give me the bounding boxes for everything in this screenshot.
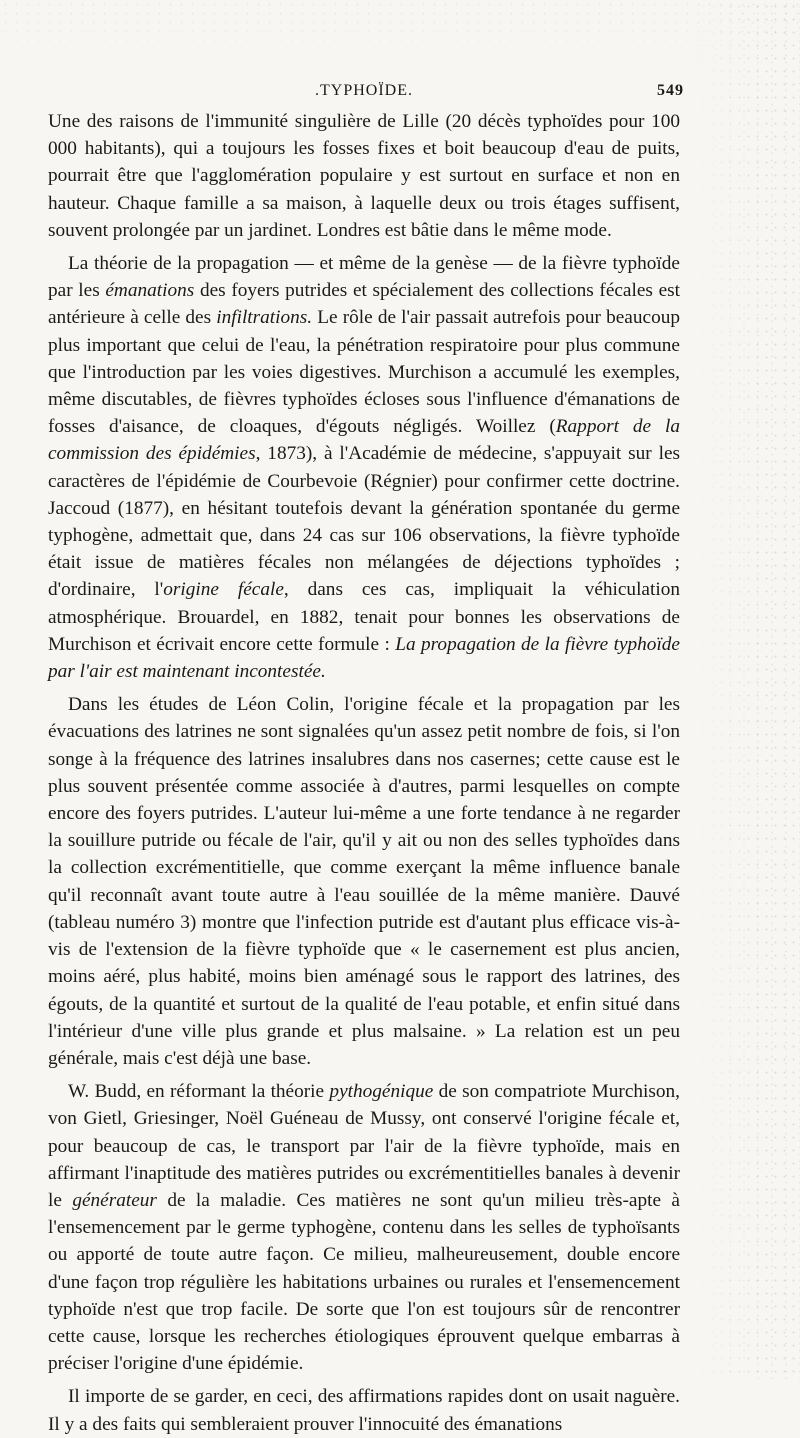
text-run: Il importe de se garder, en ceci, des affirmations rapides dont on usait naguère. Il y a des faits qui sembleraient prouver l'innocuité des émanations: [48, 1386, 680, 1435]
paragraph-lille: [48, 108, 680, 244]
italic-text-run: infiltrations.: [216, 307, 313, 329]
text-run: des foyers putrides et spécialement des collections fécales est antérieure à celle des: [48, 280, 680, 329]
book-page: [48, 78, 684, 1438]
paragraph-leon-colin: [48, 691, 680, 1072]
running-title: .TYPHOÏDE.: [315, 82, 413, 99]
italic-text-run: Rapport de la commission des épidémies: [48, 416, 680, 465]
body-text: [48, 108, 680, 1438]
scan-noise-top: [0, 0, 800, 70]
scan-noise-right: [690, 0, 800, 1379]
italic-text-run: générateur: [72, 1189, 157, 1211]
paragraph-w-budd: [48, 1078, 680, 1377]
page-number: 549: [657, 82, 684, 99]
italic-text-run: émanations: [105, 280, 195, 302]
text-run: Une des raisons de l'immunité singulière de Lille (20 décès typhoïdes pour 100 000 habitants), qui a toujours les fosses fixes et boit beaucoup d'eau de puits, pourrait être que l'agglomération populaire y est surtout en surface et non en hauteur. Chaque famille a sa maison, à laquelle deux ou trois étages suffisent, souvent prolongée par un jardinet. Londres est bâtie dans le même mode.: [48, 111, 680, 241]
text-run: , dans ces cas, impliquait la véhiculation atmosphérique. Brouardel, en 1882, tenait pour bonnes les observations de Murchison et écrivait encore cette formule :: [48, 579, 680, 655]
italic-text-run: origine fécale: [163, 579, 284, 601]
text-run: de son compatriote Murchison, von Gietl, Griesinger, Noël Guéneau de Mussy, ont conservé l'origine fécale et, pour beaucoup de cas, le transport par l'air de la fièvre typhoïde, mais en affirmant l'inaptitude des matières putrides ou excrémentitielles banales à devenir le: [48, 1081, 680, 1211]
paragraph-theorie-propagation: [48, 250, 680, 685]
italic-text-run: pythogénique: [329, 1081, 434, 1103]
text-run: Dans les études de Léon Colin, l'origine fécale et la propagation par les évacuations des latrines ne sont signalées qu'un assez petit nombre de fois, si l'on songe à la fréquence des latrines insalubres dans nos casernes; cette cause est le plus souvent présentée comme associée à d'autres, parmi lesquelles on compte encore des foyers putrides. L'auteur lui-même a une forte tendance à ne regarder la souillure putride ou fécale de l'air, qu'il y ait ou non des selles typhoïdes dans la collection excrémentitielle, que comme exerçant la même influence banale qu'il reconnaît avant toute autre à l'eau souillée de la même manière. Dauvé (tableau numéro 3) montre que l'infection putride est d'autant plus efficace vis-à-vis de l'extension de la fièvre typhoïde que « le casernement est plus ancien, moins aéré, plus habité, moins bien aménagé sous le rapport des latrines, des égouts, de la quantité et surtout de la qualité de l'eau potable, et enfin situé dans l'intérieur d'une ville plus grande et plus malsaine. » La relation est un peu générale, mais c'est déjà une base.: [48, 694, 680, 1069]
italic-text-run: La propagation de la fièvre typhoïde par l'air est maintenant incontestée.: [48, 633, 680, 683]
paragraph-affirmations: [48, 1383, 680, 1437]
text-run: de la maladie. Ces matières ne sont qu'un milieu très-apte à l'ensemencement par le germe typhogène, contenu dans les selles de typhoïsants ou apporté de toute autre façon. Ce milieu, malheureusement, double encore d'une façon trop régulière les habitations urbaines ou rurales et l'ensemencement typhoïde n'est que trop facile. De sorte que l'on est toujours sûr de rencontrer cette cause, lorsque les recherches étiologiques éprouvent quelque embarras à préciser l'origine d'une épidémie.: [48, 1189, 680, 1375]
text-run: Le rôle de l'air passait autrefois pour beaucoup plus important que celui de l'eau, la pénétration respiratoire pour plus commune que l'introduction par les voies digestives. Murchison a accumulé les exemples, même discutables, de fièvres typhoïdes écloses sous l'influence d'émanations de fosses d'aisance, de cloaques, d'égouts négligés. Woillez (: [48, 307, 680, 438]
text-run: W. Budd, en réformant la théorie: [68, 1081, 330, 1103]
running-head: [48, 78, 684, 108]
text-run: La théorie de la propagation — et même de la genèse — de la fièvre typhoïde par les: [48, 253, 680, 302]
text-run: , 1873), à l'Académie de médecine, s'appuyait sur les caractères de l'épidémie de Courbevoie (Régnier) pour confirmer cette doctrine. Jaccoud (1877), en hésitant toutefois devant la génération spontanée du germe typhogène, admettait que, dans 24 cas sur 106 observations, la fièvre typhoïde était issue de matières fécales non mélangées de déjections typhoïdes ; d'ordinaire, l': [48, 443, 681, 601]
